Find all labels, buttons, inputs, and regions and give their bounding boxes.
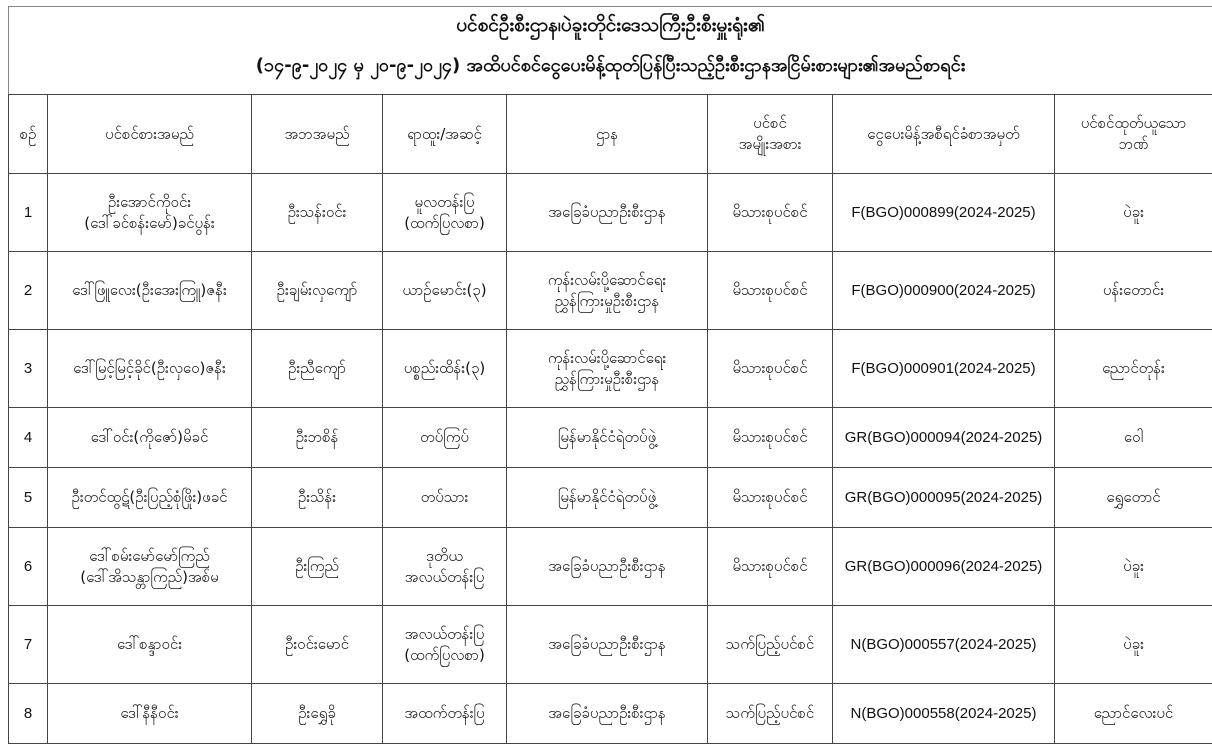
title-line-2: (၁၄-၉-၂၀၂၄ မှ ၂၀-၉-၂၀၂၄) အထိပင်စင်ငွေပေးမိန့်ထုတ်ပြန်ပြီးသည့်ဦးစီးဌာနအငြိမ်းစားများ၏အမည်စာရင်း <box>255 55 966 76</box>
cell-no[interactable]: 4 <box>9 408 48 468</box>
header-bank[interactable]: ပင်စင်ထုတ်ယူသော ဘဏ် <box>1055 95 1212 174</box>
cell-department[interactable]: မြန်မာနိုင်ငံရဲတပ်ဖွဲ့ <box>507 468 708 528</box>
table-row <box>9 408 1212 468</box>
cell-order-number[interactable]: F(BGO)000901(2024-2025) <box>833 330 1055 408</box>
cell-father-name[interactable]: ဦးဘစိန် <box>252 408 383 468</box>
header-pension-type[interactable]: ပင်စင် အမျိုးအစား <box>708 95 833 174</box>
cell-no[interactable]: 2 <box>9 252 48 330</box>
cell-pension-type[interactable]: သက်ပြည့်ပင်စင် <box>708 684 833 744</box>
cell-department[interactable]: ကုန်းလမ်းပို့ဆောင်ရေး ညွှန်ကြားမှုဦးစီးဌာန <box>507 252 708 330</box>
cell-pension-type[interactable]: မိသားစုပင်စင် <box>708 330 833 408</box>
cell-pension-type[interactable]: သက်ပြည့်ပင်စင် <box>708 606 833 684</box>
cell-rank[interactable]: အထက်တန်းပြ <box>383 684 507 744</box>
cell-bank[interactable]: ရွှေတောင် <box>1055 468 1212 528</box>
cell-no[interactable]: 1 <box>9 174 48 252</box>
header-order-number[interactable]: ငွေပေးမိန့်အစီရင်ခံစာအမှတ် <box>833 95 1055 174</box>
table-header-row <box>9 95 1212 174</box>
cell-no[interactable]: 5 <box>9 468 48 528</box>
cell-department[interactable]: ကုန်းလမ်းပို့ဆောင်ရေး ညွှန်ကြားမှုဦးစီးဌာန <box>507 330 708 408</box>
cell-father-name[interactable]: ဦးဝင်းမောင် <box>252 606 383 684</box>
cell-bank[interactable]: ပန်းတောင်း <box>1055 252 1212 330</box>
cell-rank[interactable]: တပ်ကြပ် <box>383 408 507 468</box>
cell-pension-type[interactable]: မိသားစုပင်စင် <box>708 408 833 468</box>
cell-bank[interactable]: ညောင်တုန်း <box>1055 330 1212 408</box>
document-title <box>8 6 1212 94</box>
cell-father-name[interactable]: ဦးညီကျော် <box>252 330 383 408</box>
cell-no[interactable]: 7 <box>9 606 48 684</box>
cell-bank[interactable]: ပဲခူး <box>1055 174 1212 252</box>
cell-father-name[interactable]: ဦးသန်းဝင်း <box>252 174 383 252</box>
cell-order-number[interactable]: GR(BGO)000094(2024-2025) <box>833 408 1055 468</box>
header-no[interactable]: စဉ် <box>9 95 48 174</box>
title-line-1: ပင်စင်ဦးစီးဌာန၊ပဲခူးတိုင်းဒေသကြီးဦးစီးမှူးရုံး၏ <box>456 14 765 36</box>
cell-pensioner-name[interactable]: ဦးအောင်ကိုဝင်း (ဒေါ်ခင်စန်းမော်)ခင်ပွန်း <box>48 174 252 252</box>
cell-father-name[interactable]: ဦးရွှေခို <box>252 684 383 744</box>
cell-order-number[interactable]: N(BGO)000557(2024-2025) <box>833 606 1055 684</box>
header-pensioner-name[interactable]: ပင်စင်စားအမည် <box>48 95 252 174</box>
table-row <box>9 468 1212 528</box>
cell-no[interactable]: 3 <box>9 330 48 408</box>
header-department[interactable]: ဌာန <box>507 95 708 174</box>
cell-order-number[interactable]: GR(BGO)000095(2024-2025) <box>833 468 1055 528</box>
cell-order-number[interactable]: F(BGO)000900(2024-2025) <box>833 252 1055 330</box>
cell-rank[interactable]: အလယ်တန်းပြ (ထက်ပြလစာ) <box>383 606 507 684</box>
cell-rank[interactable]: ဒုတိယ အလယ်တန်းပြ <box>383 528 507 606</box>
table-row <box>9 606 1212 684</box>
cell-department[interactable]: အခြေခံပညာဦးစီးဌာန <box>507 684 708 744</box>
cell-pensioner-name[interactable]: ဒေါ်ဝင်း(ကိုဇော်)မိခင် <box>48 408 252 468</box>
header-rank[interactable]: ရာထူး/အဆင့် <box>383 95 507 174</box>
table-row <box>9 252 1212 330</box>
cell-pensioner-name[interactable]: ဒေါ်မြင့်မြင့်ခိုင်(ဦးလှဝေ)ဇနီး <box>48 330 252 408</box>
cell-no[interactable]: 6 <box>9 528 48 606</box>
cell-pensioner-name[interactable]: ဒေါ်စမ်းမော်မော်ကြည် (ဒေါ်အိသန္တာကြည်)အစ်မ <box>48 528 252 606</box>
cell-order-number[interactable]: N(BGO)000558(2024-2025) <box>833 684 1055 744</box>
cell-pension-type[interactable]: မိသားစုပင်စင် <box>708 468 833 528</box>
cell-department[interactable]: မြန်မာနိုင်ငံရဲတပ်ဖွဲ့ <box>507 408 708 468</box>
cell-order-number[interactable]: GR(BGO)000096(2024-2025) <box>833 528 1055 606</box>
cell-pensioner-name[interactable]: ဒေါ်စန္ဒာဝင်း <box>48 606 252 684</box>
cell-rank[interactable]: ယာဉ်မောင်း(၃) <box>383 252 507 330</box>
table-row <box>9 330 1212 408</box>
table-row <box>9 528 1212 606</box>
cell-pension-type[interactable]: မိသားစုပင်စင် <box>708 174 833 252</box>
cell-department[interactable]: အခြေခံပညာဦးစီးဌာန <box>507 606 708 684</box>
cell-pensioner-name[interactable]: ဦးတင်ထွဋ်(ဦးပြည့်စုံဖြိုး)ဖခင် <box>48 468 252 528</box>
cell-rank[interactable]: မူလတန်းပြ (ထက်ပြလစာ) <box>383 174 507 252</box>
cell-no[interactable]: 8 <box>9 684 48 744</box>
cell-bank[interactable]: ဝေါ <box>1055 408 1212 468</box>
cell-bank[interactable]: ပဲခူး <box>1055 528 1212 606</box>
cell-rank[interactable]: ပစ္စည်းထိန်း(၃) <box>383 330 507 408</box>
cell-pension-type[interactable]: မိသားစုပင်စင် <box>708 528 833 606</box>
cell-order-number[interactable]: F(BGO)000899(2024-2025) <box>833 174 1055 252</box>
cell-rank[interactable]: တပ်သား <box>383 468 507 528</box>
cell-father-name[interactable]: ဦးကြည် <box>252 528 383 606</box>
cell-department[interactable]: အခြေခံပညာဦးစီးဌာန <box>507 174 708 252</box>
cell-pensioner-name[interactable]: ဒေါ်ဖြူလေး(ဦးအေးကြူ)ဇနီး <box>48 252 252 330</box>
table-row <box>9 684 1212 744</box>
table-row <box>9 174 1212 252</box>
cell-father-name[interactable]: ဦးသိန်း <box>252 468 383 528</box>
cell-pension-type[interactable]: မိသားစုပင်စင် <box>708 252 833 330</box>
cell-bank[interactable]: ညောင်လေးပင် <box>1055 684 1212 744</box>
cell-bank[interactable]: ပဲခူး <box>1055 606 1212 684</box>
header-father-name[interactable]: အဘအမည် <box>252 95 383 174</box>
pension-table <box>8 94 1212 744</box>
cell-pensioner-name[interactable]: ဒေါ်နီနီဝင်း <box>48 684 252 744</box>
cell-department[interactable]: အခြေခံပညာဦးစီးဌာန <box>507 528 708 606</box>
cell-father-name[interactable]: ဦးချမ်းလှကျော် <box>252 252 383 330</box>
